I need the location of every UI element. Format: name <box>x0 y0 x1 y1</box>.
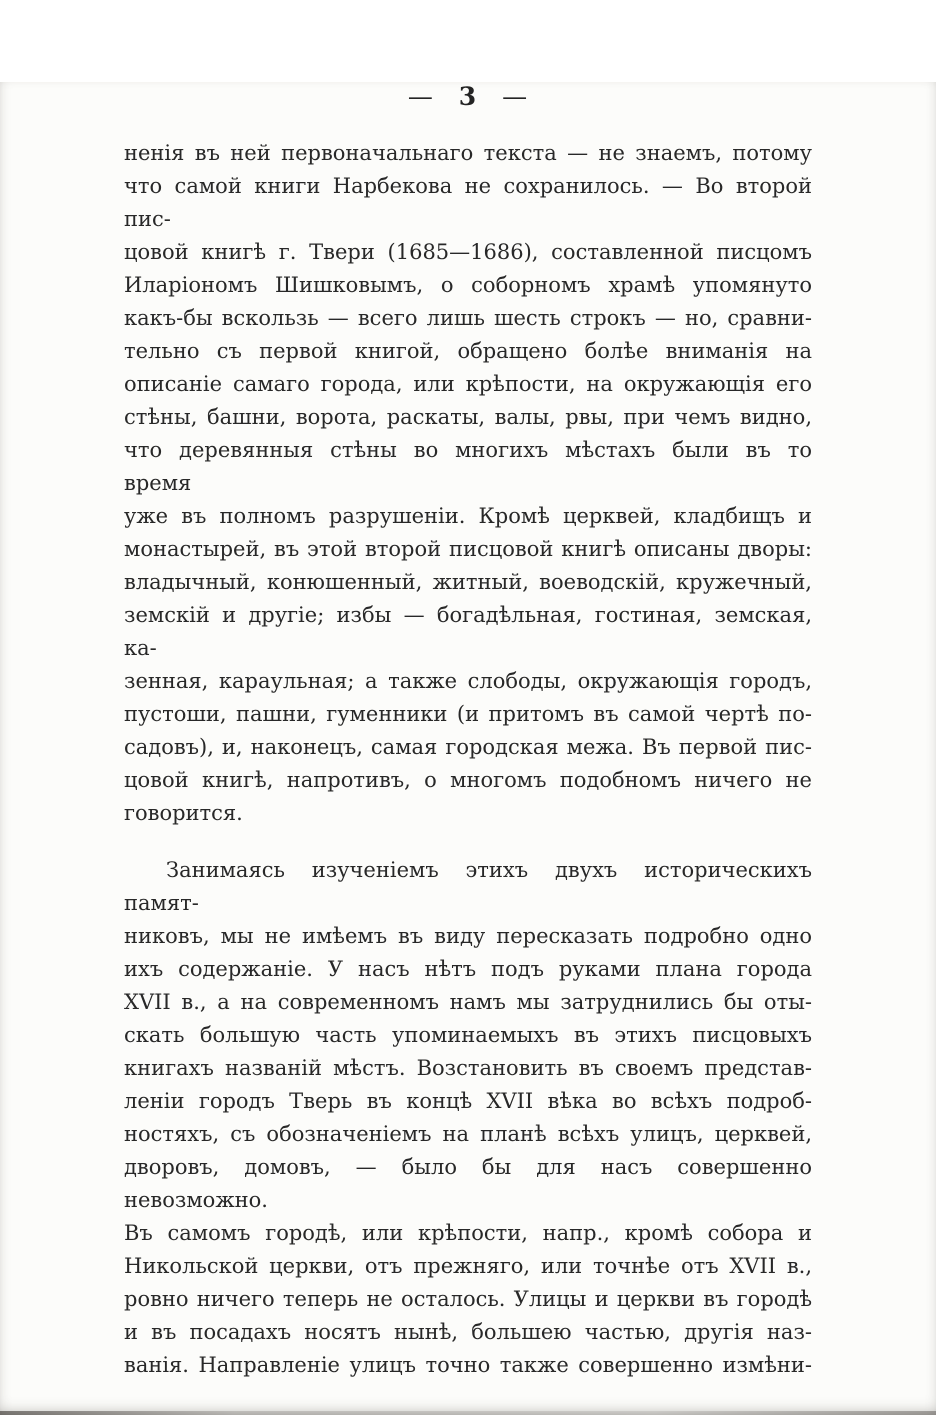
text-block <box>124 137 812 1382</box>
text-line: дворовъ, домовъ, — было бы для насъ совершенно невозможно. <box>124 1155 812 1212</box>
text-line: говорится. <box>124 801 243 825</box>
text-line: владычный, конюшенный, житный, воеводскій, кружечный, <box>124 570 812 594</box>
paragraph-1 <box>124 137 812 830</box>
text-line: стѣны, башни, ворота, раскаты, валы, рвы, при чемъ видно, <box>124 405 812 429</box>
page-header <box>0 82 936 111</box>
text-line: зенная, караульная; а также слободы, окружающія городъ, <box>124 669 812 693</box>
text-line: XVII в., а на современномъ намъ мы затруднились бы оты- <box>124 990 812 1014</box>
scan-edge-shadow <box>0 1411 936 1415</box>
text-line: цовой книгѣ г. Твери (1685—1686), составленной писцомъ <box>124 240 812 264</box>
header-dash-left: — <box>407 82 434 111</box>
text-line: леніи городъ Тверь въ концѣ XVII вѣка во всѣхъ подроб- <box>124 1089 812 1113</box>
text-line: Никольской церкви, отъ прежняго, или точнѣе отъ XVII в., <box>124 1254 812 1278</box>
book-page <box>0 82 936 1415</box>
text-line: Въ самомъ городѣ, или крѣпости, напр., кромѣ собора и <box>124 1221 812 1245</box>
page-number: 3 <box>458 82 478 111</box>
text-line: ностяхъ, съ обозначеніемъ на планѣ всѣхъ улицъ, церквей, <box>124 1122 812 1146</box>
text-line: скать большую часть упоминаемыхъ въ этихъ писцовыхъ <box>124 1023 812 1047</box>
text-line: что деревянныя стѣны во многихъ мѣстахъ были въ то время <box>124 438 812 495</box>
text-line: ванія. Направленіе улицъ точно также совершенно измѣни- <box>124 1353 812 1377</box>
text-line: уже въ полномъ разрушеніи. Кромѣ церквей, кладбищъ и <box>124 504 812 528</box>
paragraph-2 <box>124 854 812 1382</box>
text-line: монастырей, въ этой второй писцовой книгѣ описаны дворы: <box>124 537 812 561</box>
text-line: описаніе самаго города, или крѣпости, на окружающія его <box>124 372 812 396</box>
text-line: ненія въ ней первоначальнаго текста — не знаемъ, потому <box>124 141 812 165</box>
text-line: земскій и другіе; избы — богадѣльная, гостиная, земская, ка- <box>124 603 812 660</box>
text-line: какъ-бы вскользь — всего лишь шесть строкъ — но, сравни- <box>124 306 812 330</box>
text-line: Занимаясь изученіемъ этихъ двухъ историческихъ памят- <box>124 858 812 915</box>
text-line: цовой книгѣ, напротивъ, о многомъ подобномъ ничего не <box>124 768 812 792</box>
header-dash-right: — <box>502 82 529 111</box>
text-line: никовъ, мы не имѣемъ въ виду пересказать подробно одно <box>124 924 812 948</box>
text-line: Иларіономъ Шишковымъ, о соборномъ храмѣ упомянуто <box>124 273 812 297</box>
text-line: садовъ), и, наконецъ, самая городская межа. Въ первой пис- <box>124 735 812 759</box>
text-line: ровно ничего теперь не осталось. Улицы и церкви въ городѣ <box>124 1287 812 1311</box>
text-line: пустоши, пашни, гуменники (и притомъ въ самой чертѣ по- <box>124 702 812 726</box>
text-line: книгахъ названій мѣстъ. Возстановить въ своемъ представ- <box>124 1056 812 1080</box>
text-line: ихъ содержаніе. У насъ нѣтъ подъ руками плана города <box>124 957 812 981</box>
text-line: что самой книги Нарбекова не сохранилось. — Во второй пис- <box>124 174 812 231</box>
text-line: и въ посадахъ носятъ нынѣ, большею частью, другія наз- <box>124 1320 812 1344</box>
text-line: тельно съ первой книгой, обращено болѣе вниманія на <box>124 339 812 363</box>
